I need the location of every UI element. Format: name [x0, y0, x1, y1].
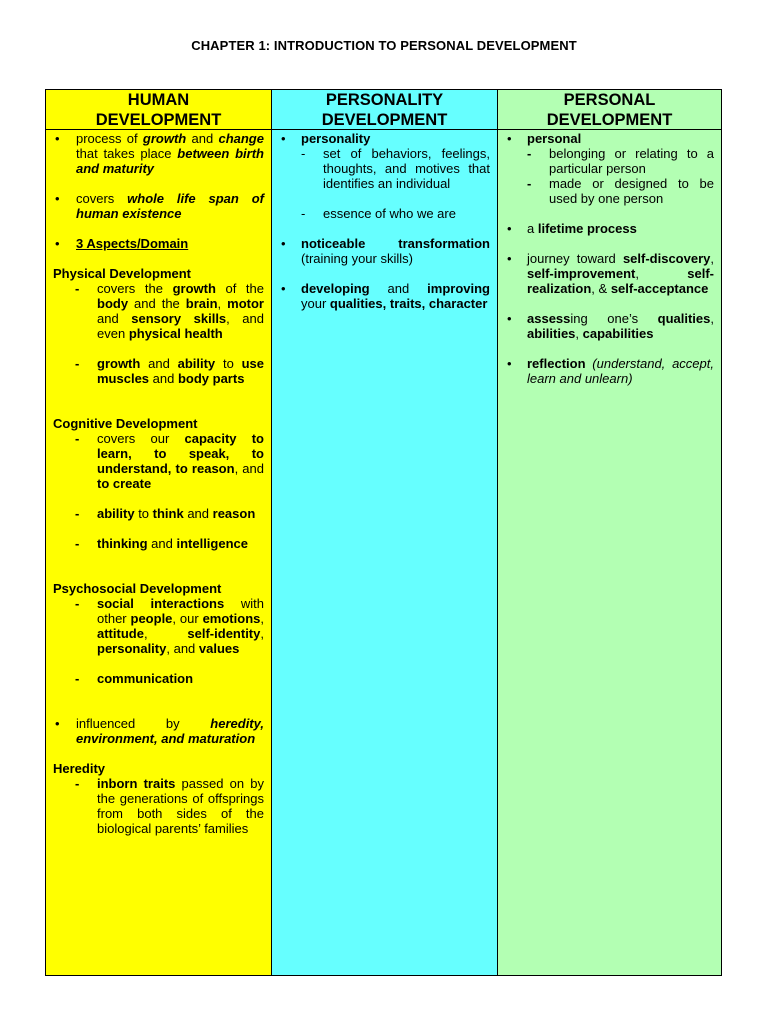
development-table [45, 89, 722, 976]
list-item: - thinking and intelligence [53, 536, 264, 551]
section-heading: Heredity [53, 761, 106, 776]
list-item: • journey toward self-discovery, self-improvement, self-realization, & self-acceptance [505, 251, 714, 296]
list-item: - essence of who we are [279, 206, 490, 221]
list-item: • assessing one’s qualities, abilities, capabilities [505, 311, 714, 341]
list-item: • personality [279, 131, 490, 146]
list-item: • noticeable transformation (training your skills) [279, 236, 490, 266]
list-item: - growth and ability to use muscles and body parts [53, 356, 264, 386]
list-item: • personal [505, 131, 714, 146]
list-item: - made or designed to be used by one person [505, 176, 714, 206]
list-item: - covers our capacity to learn, to speak, to understand, to reason, and to create [53, 431, 264, 491]
list-item: • 3 Aspects/Domain [53, 236, 264, 251]
list-item: • influenced by heredity, environment, and maturation [53, 716, 264, 746]
list-item: - covers the growth of the body and the brain, motor and sensory skills, and even physical health [53, 281, 264, 341]
list-item: • reflection (understand, accept, learn and unlearn) [505, 356, 714, 386]
list-item: - belonging or relating to a particular person [505, 146, 714, 176]
personal-development-header: PERSONAL DEVELOPMENT [498, 90, 721, 130]
human-development-column [46, 90, 272, 975]
section-heading: Physical Development [53, 266, 191, 281]
list-item: - communication [53, 671, 264, 686]
list-item: - ability to think and reason [53, 506, 264, 521]
section-heading: Psychosocial Development [53, 581, 222, 596]
personality-development-column [272, 90, 498, 975]
human-development-header: HUMAN DEVELOPMENT [46, 90, 271, 130]
personality-development-header: PERSONALITY DEVELOPMENT [272, 90, 497, 130]
section-heading: Cognitive Development [53, 416, 198, 431]
list-item: - social interactions with other people, our emotions, attitude, self-identity, personality, and values [53, 596, 264, 656]
list-item: • developing and improving your qualities, traits, character [279, 281, 490, 311]
list-item: • covers whole life span of human existence [53, 191, 264, 221]
page-title: CHAPTER 1: INTRODUCTION TO PERSONAL DEVELOPMENT [191, 38, 577, 53]
list-item: • a lifetime process [505, 221, 714, 236]
list-item: • process of growth and change that takes place between birth and maturity [53, 131, 264, 176]
personal-development-column [498, 90, 721, 975]
list-item: - set of behaviors, feelings, thoughts, and motives that identifies an individual [279, 146, 490, 191]
list-item: - inborn traits passed on by the generations of offsprings from both sides of the biological parents’ families [53, 776, 264, 836]
